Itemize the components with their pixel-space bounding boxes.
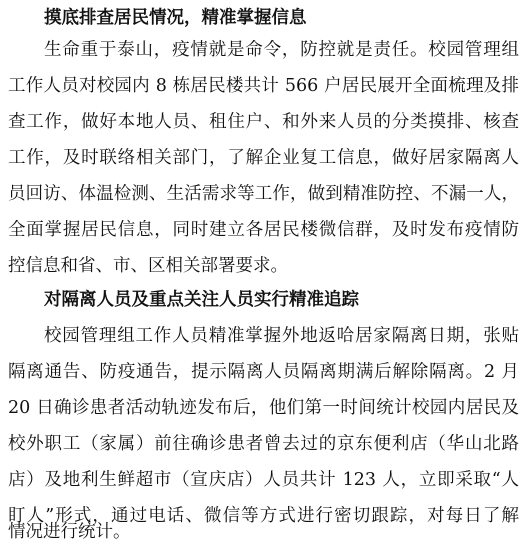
paragraph-line: 校园管理组工作人员精准掌握外地返哈居家隔离日期，张贴 [44,326,519,346]
paragraph-line: 工作人员对校园内 8 栋居民楼共计 566 户居民展开全面梳理及排 [8,76,519,96]
paragraph-line: 20 日确诊患者活动轨迹发布后，他们第一时间统计校园内居民及 [8,398,519,418]
paragraph-line: 查工作，做好本地人员、租住户、和外来人员的分类摸排、核查 [8,112,519,132]
paragraph-line: 店）及地利生鲜超市（宣庆店）人员共计 123 人，立即采取“人 [8,470,519,490]
paragraph-line: 校外职工（家属）前往确诊患者曾去过的京东便利店（华山北路 [8,434,519,454]
paragraph-line: 工作，及时联络相关部门，了解企业复工信息，做好居家隔离人 [8,148,519,168]
paragraph-line: 情况进行统计。 [8,522,131,542]
section-heading-investigation: 摸底排查居民情况，精准掌握信息 [44,8,307,28]
paragraph-line: 员回访、体温检测、生活需求等工作，做到精准防控、不漏一人， [8,184,519,204]
section-heading-tracking: 对隔离人员及重点关注人员实行精准追踪 [44,290,359,310]
paragraph-line: 全面掌握居民信息，同时建立各居民楼微信群，及时发布疫情防 [8,220,519,240]
paragraph-line: 控信息和省、市、区相关部署要求。 [8,256,288,276]
paragraph-line: 生命重于泰山，疫情就是命令，防控就是责任。校园管理组 [44,40,519,60]
paragraph-line: 隔离通告、防疫通告，提示隔离人员隔离期满后解除隔离。2 月 [8,362,519,382]
paragraph-line: 盯人”形式，通过电话、微信等方式进行密切跟踪，对每日了解 [8,506,519,526]
